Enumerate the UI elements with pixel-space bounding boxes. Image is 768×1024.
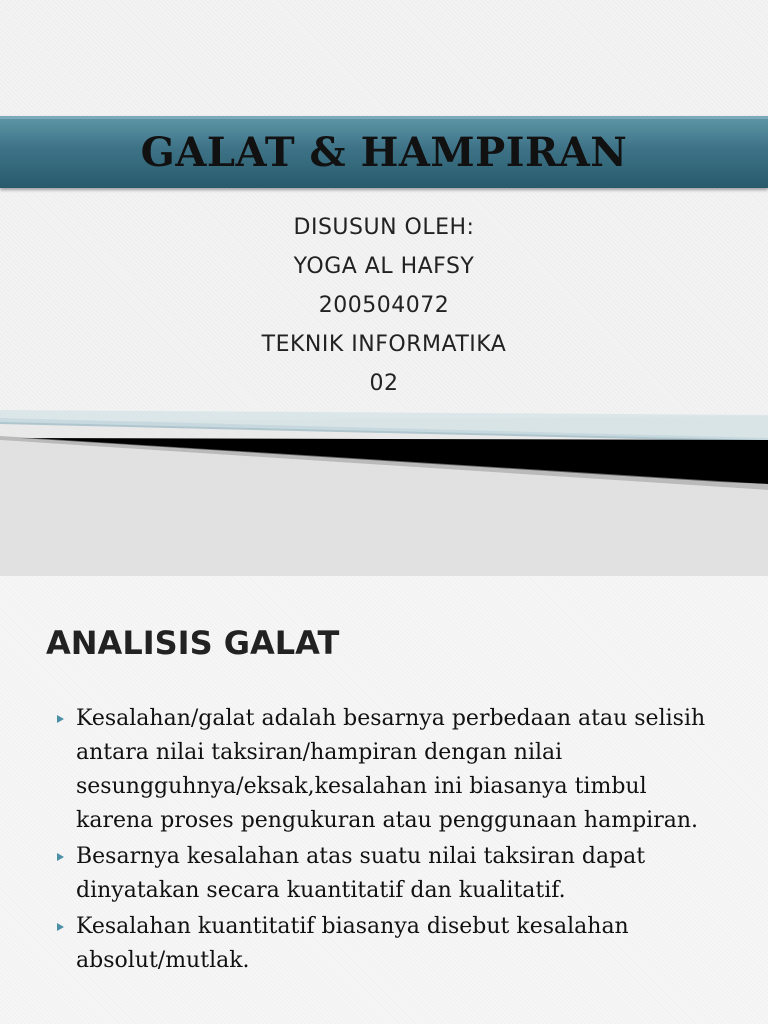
- triangle-bullet-icon: [57, 853, 64, 861]
- bullet-text: Kesalahan kuantitatif biasanya disebut kesalahan absolut/mutlak.: [76, 914, 629, 973]
- content-slide: [0, 576, 768, 1024]
- list-item: [56, 702, 706, 838]
- triangle-bullet-icon: [57, 923, 64, 931]
- decorative-stripes: [0, 410, 768, 576]
- student-id: 200504072: [318, 293, 450, 318]
- bullet-text: Kesalahan/galat adalah besarnya perbedaan atau selisih antara nilai taksiran/hampiran dengan nilai sesungguhnya/eksak,kesalahan ini biasanya timbul karena proses pengukuran atau penggunaan hampiran.: [76, 706, 706, 833]
- bullet-text: Besarnya kesalahan atas suatu nilai taksiran dapat dinyatakan secara kuantitatif dan kualitatif.: [76, 844, 646, 903]
- section-heading: ANALISIS GALAT: [46, 624, 340, 662]
- list-item: [56, 840, 706, 908]
- triangle-bullet-icon: [57, 715, 64, 723]
- list-item: [56, 910, 706, 978]
- class-number: 02: [369, 371, 399, 396]
- credit-label: DISUSUN OLEH:: [293, 215, 475, 240]
- author-credits: [0, 208, 768, 403]
- department: TEKNIK INFORMATIKA: [261, 332, 507, 357]
- title-band: [0, 116, 768, 188]
- author-name: YOGA AL HAFSY: [293, 254, 475, 279]
- slide-title: GALAT & HAMPIRAN: [140, 128, 628, 176]
- bullet-list: [56, 702, 706, 980]
